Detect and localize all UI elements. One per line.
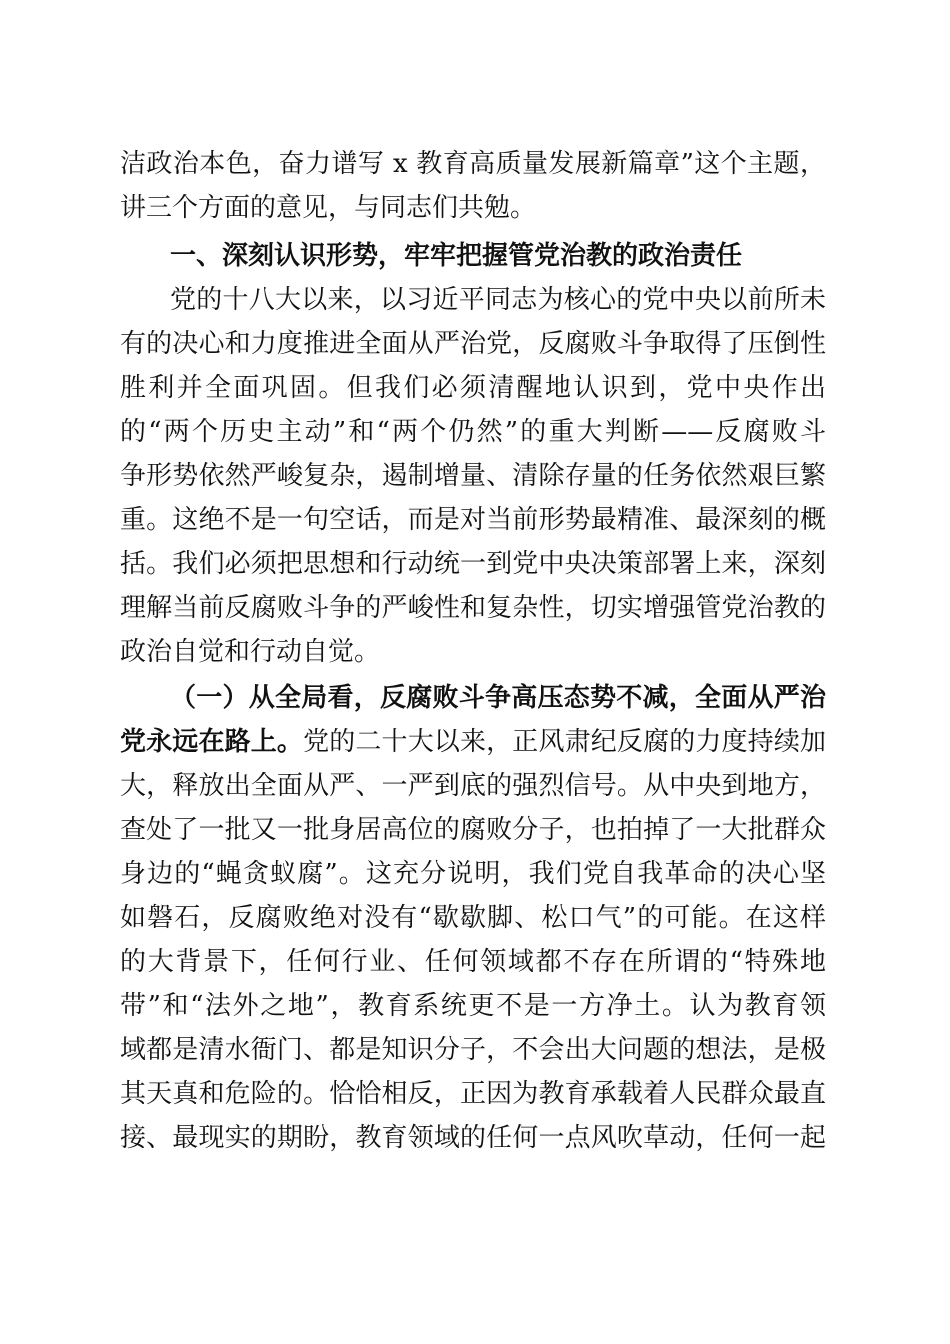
paragraph-line: 括。我们必须把思想和行动统一到党中央决策部署上来，深刻	[120, 549, 826, 579]
paragraph-line: 其天真和危险的。恰恰相反，正因为教育承载着人民群众最直	[120, 1079, 826, 1109]
subsection-text-start: 党的二十大以来，正风肃纪反腐的力度持续加	[303, 727, 826, 757]
paragraph-line: 的“两个历史主动”和“两个仍然”的重大判断——反腐败斗	[120, 417, 826, 447]
paragraph-line: 党的十八大以来，以习近平同志为核心的党中央以前所未	[170, 285, 826, 315]
subsection-heading-line-1: （一）从全局看，反腐败斗争高压态势不减，全面从严治	[170, 683, 826, 713]
paragraph-line: 大，释放出全面从严、一严到底的强烈信号。从中央到地方，	[120, 771, 826, 801]
paragraph-line: 的大背景下，任何行业、任何领域都不存在所谓的“特殊地	[120, 947, 826, 977]
paragraph-line: 争形势依然严峻复杂，遏制增量、清除存量的任务依然艰巨繁	[120, 461, 826, 491]
paragraph-line: 如磐石，反腐败绝对没有“歇歇脚、松口气”的可能。在这样	[120, 903, 826, 933]
paragraph-line: 带”和“法外之地”，教育系统更不是一方净土。认为教育领	[120, 991, 826, 1021]
paragraph-line: 理解当前反腐败斗争的严峻性和复杂性，切实增强管党治教的	[120, 593, 826, 623]
paragraph-line: 接、最现实的期盼，教育领域的任何一点风吹草动，任何一起	[120, 1123, 826, 1153]
paragraph-line: 身边的“蝇贪蚁腐”。这充分说明，我们党自我革命的决心坚	[120, 859, 826, 889]
paragraph-line: 有的决心和力度推进全面从严治党，反腐败斗争取得了压倒性	[120, 329, 826, 359]
intro-line-2: 讲三个方面的意见，与同志们共勉。	[120, 193, 537, 223]
subsection-heading-tail: 党永远在路上。	[120, 727, 304, 757]
paragraph-line: 查处了一批又一批身居高位的腐败分子，也拍掉了一大批群众	[120, 815, 826, 845]
section-heading: 一、深刻认识形势，牢牢把握管党治教的政治责任	[170, 241, 743, 271]
paragraph-line: 域都是清水衙门、都是知识分子，不会出大问题的想法，是极	[120, 1035, 826, 1065]
paragraph-line: 重。这绝不是一句空话，而是对当前形势最精准、最深刻的概	[120, 505, 826, 535]
intro-line-1: 洁政治本色，奋力谱写 x 教育高质量发展新篇章”这个主题，	[120, 149, 826, 179]
paragraph-line: 政治自觉和行动自觉。	[120, 637, 381, 667]
subsection-heading-line-2	[120, 724, 826, 760]
paragraph-line: 胜利并全面巩固。但我们必须清醒地认识到，党中央作出	[120, 373, 826, 403]
